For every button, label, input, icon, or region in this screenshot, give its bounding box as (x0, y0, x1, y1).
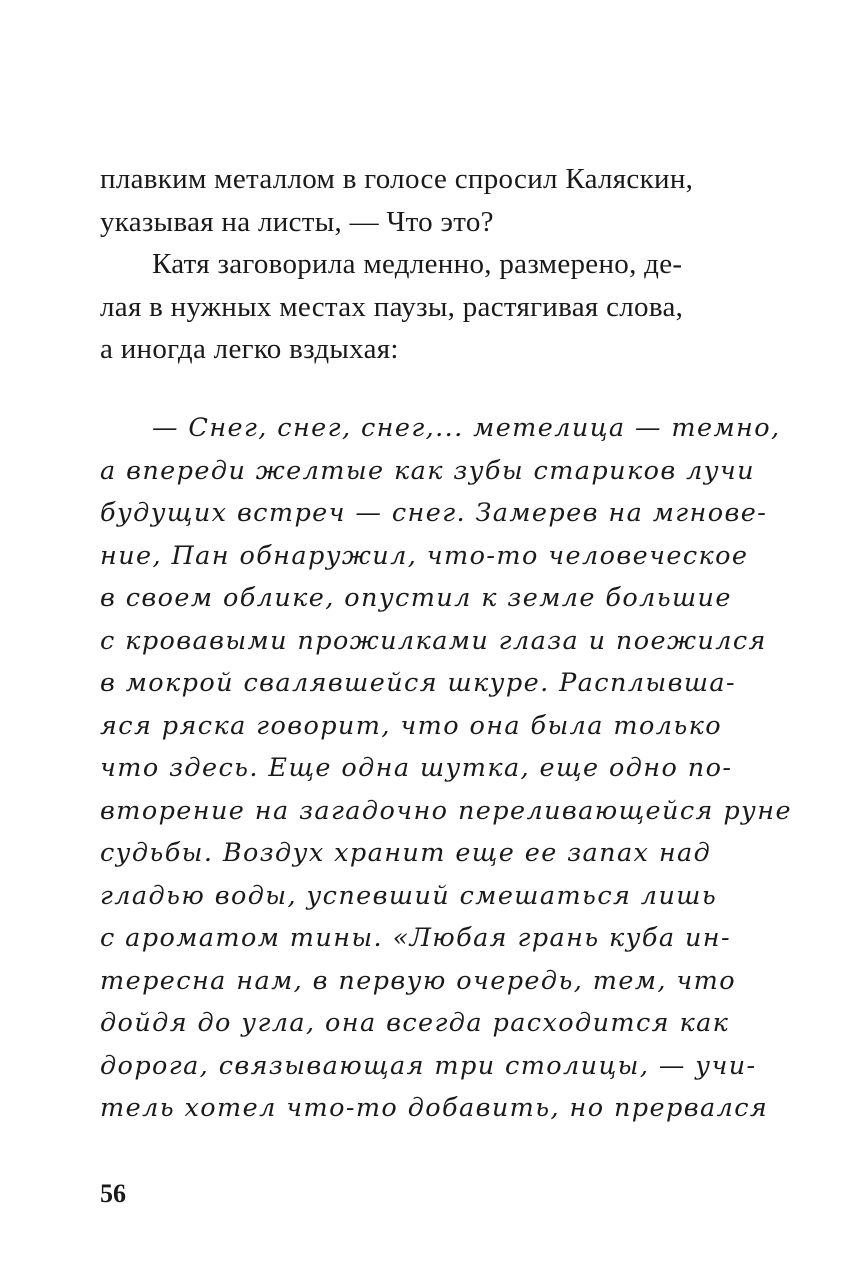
italic-line: — Снег, снег, снег,... метелица — темно, (152, 413, 781, 443)
italic-line: вторение на загадочно переливающейся руне (100, 795, 792, 826)
italic-line: тересна нам, в первую очередь, тем, что (100, 965, 736, 996)
italic-line: будущих встреч — снег. Замерев на мгнове- (100, 498, 768, 528)
italic-line: яся ряска говорит, что она была только (100, 710, 723, 741)
italic-line: с кровавыми прожилками глаза и поежился (100, 625, 767, 656)
italic-line: с ароматом тины. «Любая грань куба ин- (100, 923, 731, 953)
page-number: 56 (100, 1179, 126, 1208)
italic-line: тель хотел что-то добавить, но прервался (100, 1093, 769, 1123)
italic-line: в мокрой свалявшейся шкуре. Расплывша- (100, 668, 736, 698)
prose-line: указывая на листы, — Что это? (100, 205, 494, 238)
italic-line: судьбы. Воздух хранит еще ее запах над (100, 838, 712, 868)
italic-line: что здесь. Еще одна шутка, еще одно по- (100, 753, 733, 783)
prose-line: плавким металлом в голосе спросил Каляскин, (100, 163, 694, 195)
italic-line: гладью воды, успевший смешаться лишь (100, 880, 718, 911)
italic-line: ние, Пан обнаружил, что-то человеческое (100, 540, 749, 571)
italic-line: а впереди желтые как зубы стариков лучи (100, 455, 755, 486)
prose-line: а иногда легко вздыхая: (100, 333, 399, 365)
italic-line: в своем облике, опустил к земле большие (100, 583, 732, 613)
italic-line: дойдя до угла, она всегда расходится как (100, 1008, 730, 1038)
prose-line: Катя заговорила медленно, размерено, де- (152, 248, 683, 280)
italic-line: дорога, связывающая три столицы, — учи- (100, 1050, 757, 1081)
prose-paragraphs (100, 158, 740, 371)
italic-passage (100, 407, 792, 1130)
prose-line: лая в нужных местах паузы, растягивая слова, (100, 290, 684, 323)
